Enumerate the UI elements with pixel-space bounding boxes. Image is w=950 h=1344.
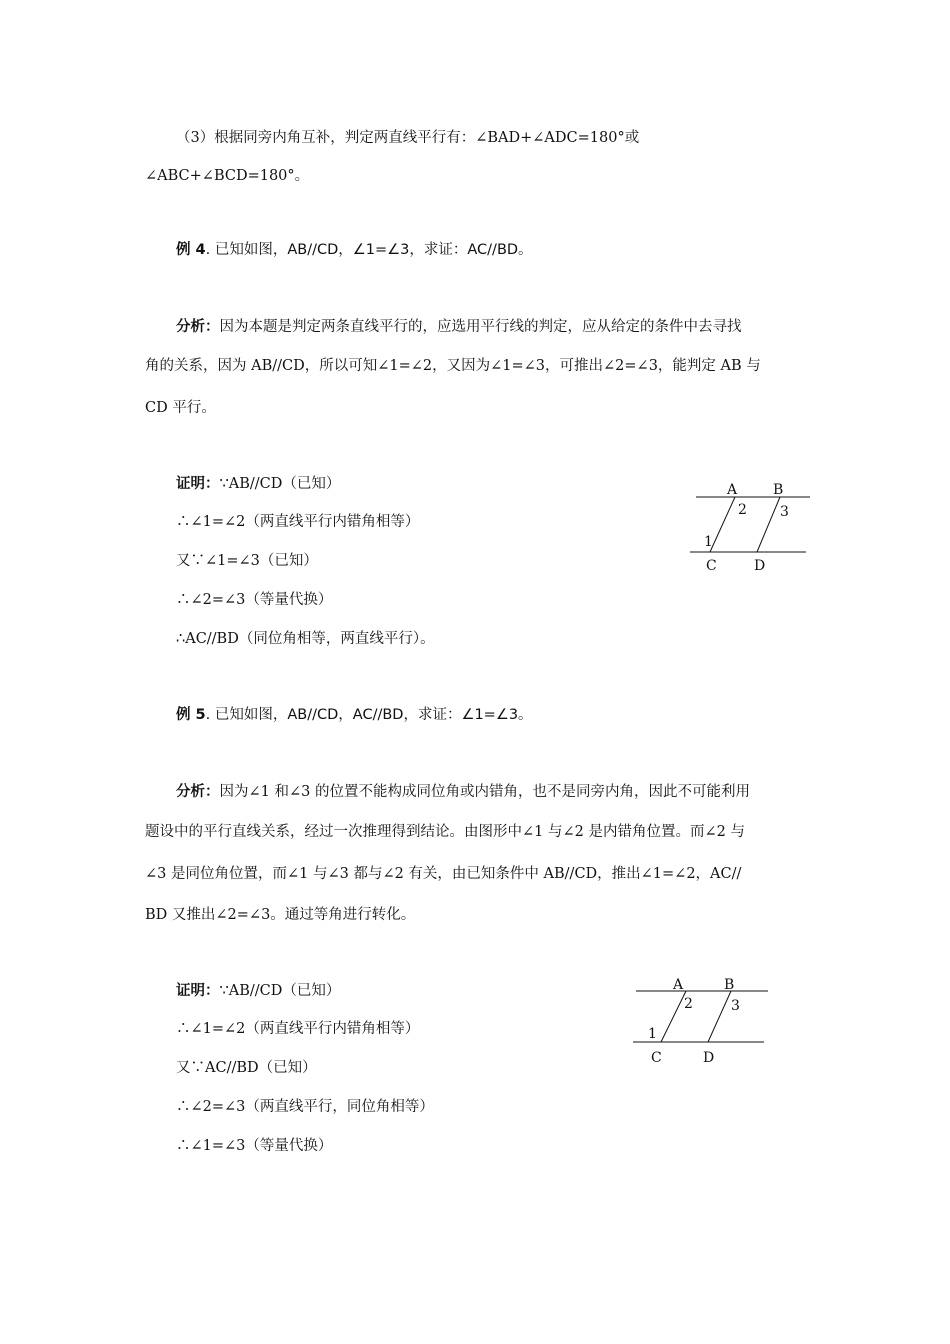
label-3: 3 (780, 504, 789, 520)
example4-figure (684, 478, 816, 576)
example4-analysis-line1 (176, 317, 742, 337)
example4-proof-line4: ∴∠2=∠3（等量代换） (176, 592, 333, 608)
example4-proof-line1 (176, 474, 340, 494)
example5-statement (176, 705, 533, 725)
example5-analysis-line3: ∠3 是同位角位置，而∠1 与∠3 都与∠2 有关，由已知条件中 AB//CD，推出∠1=∠2，AC// (145, 866, 742, 882)
label-3: 3 (731, 998, 740, 1014)
example5-analysis-label: 分析： (176, 784, 220, 800)
example5-proof-line3: 又∵AC//BD（已知） (176, 1060, 317, 1076)
label-1: 1 (648, 1026, 657, 1042)
line-ac (661, 991, 686, 1042)
label-d: D (703, 1050, 715, 1066)
example4-proof-label: 证明： (176, 476, 220, 492)
label-1: 1 (704, 534, 713, 550)
example4-label: 例 4 (176, 242, 206, 258)
example5-analysis-line1 (176, 782, 750, 802)
example4-proof-text1: ∵AB//CD（已知） (219, 476, 341, 492)
example5-proof-line5: ∴∠1=∠3（等量代换） (176, 1138, 333, 1154)
section3-line2: ∠ABC+∠BCD=180°。 (145, 168, 310, 184)
label-d: D (754, 558, 766, 574)
line-bd (757, 497, 780, 552)
label-c: C (706, 558, 717, 574)
example4-proof-line2: ∴∠1=∠2（两直线平行内错角相等） (176, 514, 420, 530)
label-2: 2 (738, 502, 747, 518)
line-bd (708, 991, 731, 1042)
example5-analysis-line2: 题设中的平行直线关系，经过一次推理得到结论。由图形中∠1 与∠2 是内错角位置。而∠2 与 (145, 824, 745, 840)
example5-proof-line4: ∴∠2=∠3（两直线平行，同位角相等） (176, 1099, 434, 1115)
example4-analysis-line2: 角的关系，因为 AB//CD，所以可知∠1=∠2，又因为∠1=∠3，可推出∠2=∠3，能判定 AB 与 (145, 358, 761, 374)
label-b: B (724, 977, 735, 993)
label-a: A (673, 977, 684, 993)
example5-proof-line1 (176, 981, 340, 1001)
example5-analysis-text1: 因为∠1 和∠3 的位置不能构成同位角或内错角，也不是同旁内角，因此不可能利用 (219, 784, 750, 800)
section3-line1: （3）根据同旁内角互补，判定两直线平行有：∠BAD+∠ADC=180°或 (176, 130, 640, 146)
example4-analysis-text1: 因为本题是判定两条直线平行的，应选用平行线的判定，应从给定的条件中去寻找 (219, 319, 742, 335)
example5-statement-text: . 已知如图，AB//CD，AC//BD，求证：∠1=∠3。 (205, 707, 533, 723)
example5-proof-text1: ∵AB//CD（已知） (219, 983, 341, 999)
example5-proof-line2: ∴∠1=∠2（两直线平行内错角相等） (176, 1021, 420, 1037)
label-c: C (651, 1050, 662, 1066)
label-2: 2 (684, 996, 693, 1012)
example5-proof-label: 证明： (176, 983, 220, 999)
example5-label: 例 5 (176, 707, 206, 723)
label-b: B (773, 482, 784, 498)
label-a: A (727, 482, 738, 498)
example4-proof-line5: ∴AC//BD（同位角相等，两直线平行）。 (176, 631, 435, 647)
example4-statement-text: . 已知如图，AB//CD，∠1=∠3，求证：AC//BD。 (205, 242, 533, 258)
example4-proof-line3: 又∵∠1=∠3（已知） (176, 553, 318, 569)
example4-analysis-line3: CD 平行。 (145, 400, 216, 416)
example4-statement (176, 240, 533, 260)
example5-figure (628, 972, 772, 1072)
example5-analysis-line4: BD 又推出∠2=∠3。通过等角进行转化。 (145, 907, 416, 923)
line-ac (710, 497, 735, 552)
example4-analysis-label: 分析： (176, 319, 220, 335)
